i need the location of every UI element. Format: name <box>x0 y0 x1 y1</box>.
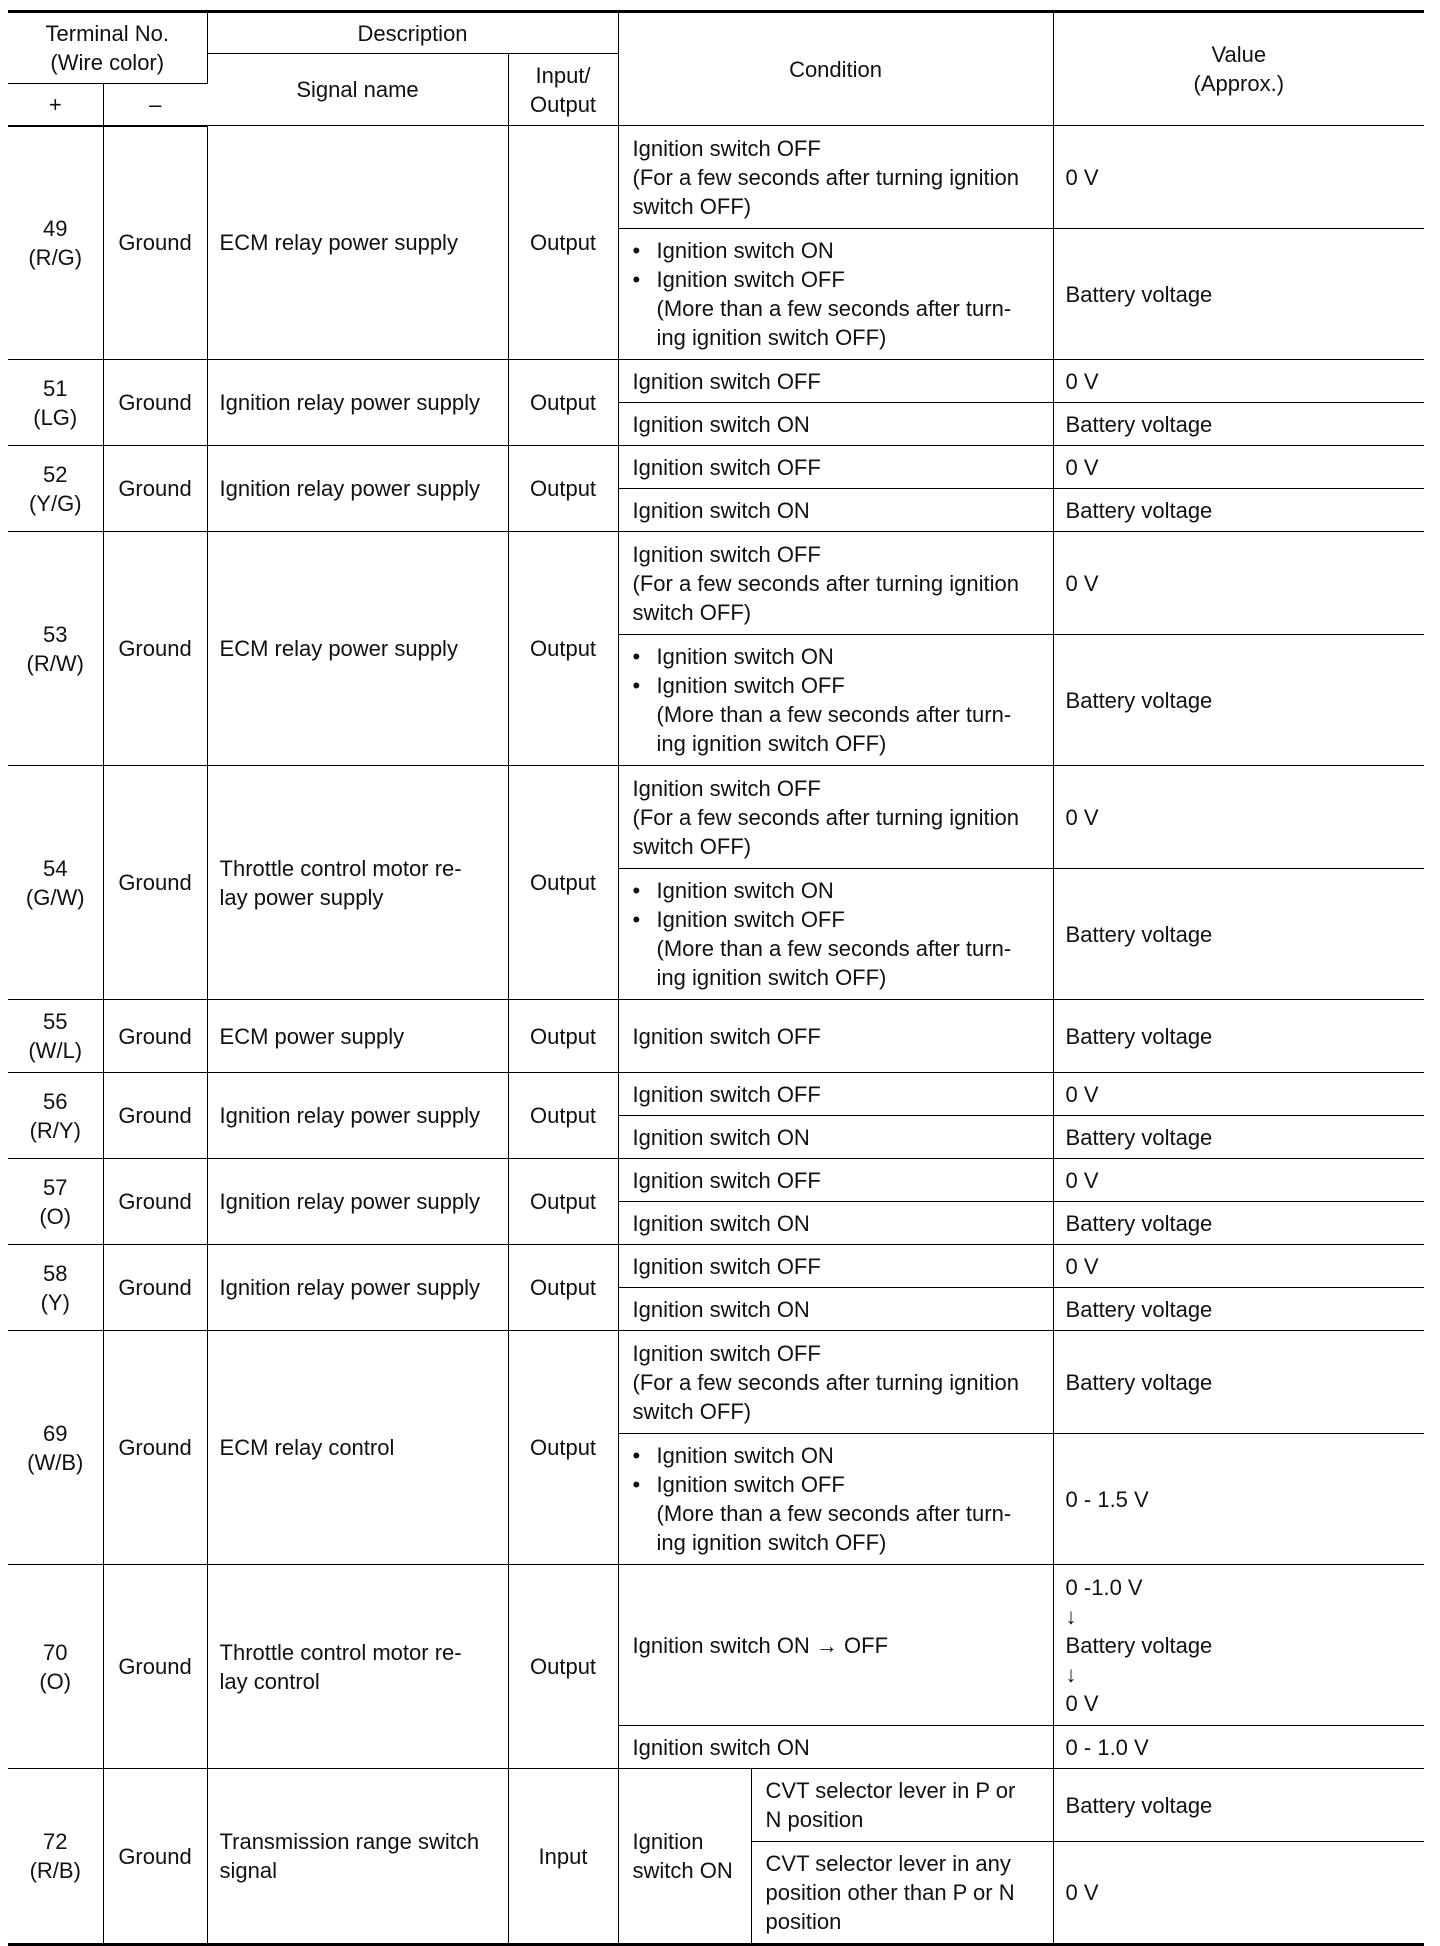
condition-cell: Ignition switch ON <box>618 1116 1053 1159</box>
terminal-cell: 56 (R/Y) <box>8 1073 103 1159</box>
signal-cell: Transmission range switch signal <box>207 1769 508 1945</box>
signal-cell: ECM relay power supply <box>207 126 508 360</box>
value-cell: Battery voltage <box>1053 1331 1424 1434</box>
description-header: Description <box>207 12 618 54</box>
terminal-cell: 51 (LG) <box>8 360 103 446</box>
terminal-table-wrapper <box>8 10 1424 1946</box>
ground-cell: Ground <box>103 1769 207 1945</box>
ground-cell: Ground <box>103 1073 207 1159</box>
value-cell: Battery voltage <box>1053 1288 1424 1331</box>
value-cell: Battery voltage <box>1053 635 1424 766</box>
table-row <box>8 1159 1424 1202</box>
io-cell: Output <box>508 1000 618 1073</box>
terminal-cell: 70 (O) <box>8 1565 103 1769</box>
value-cell: 0 -1.0 V ↓ Battery voltage ↓ 0 V <box>1053 1565 1424 1726</box>
condition-cell: Ignition switch ON <box>618 403 1053 446</box>
condition-cell: • Ignition switch ON • Ignition switch OFF (More than a few seconds after turn- ing ignition switch OFF) <box>618 635 1053 766</box>
table-row <box>8 446 1424 489</box>
value-cell: Battery voltage <box>1053 1769 1424 1842</box>
value-cell: Battery voltage <box>1053 489 1424 532</box>
condition-cell: Ignition switch OFF <box>618 1073 1053 1116</box>
value-cell: 0 V <box>1053 1073 1424 1116</box>
value-cell: 0 - 1.5 V <box>1053 1434 1424 1565</box>
value-cell: 0 V <box>1053 126 1424 229</box>
condition-cell: • Ignition switch ON • Ignition switch OFF (More than a few seconds after turn- ing ignition switch OFF) <box>618 869 1053 1000</box>
terminal-cell: 72 (R/B) <box>8 1769 103 1945</box>
condition-main-cell: Ignition switch ON <box>618 1769 751 1945</box>
signal-cell: Throttle control motor re- lay control <box>207 1565 508 1769</box>
io-header: Input/ Output <box>508 54 618 126</box>
io-cell: Output <box>508 1073 618 1159</box>
terminal-cell: 49 (R/G) <box>8 126 103 360</box>
table-row <box>8 532 1424 635</box>
table-row <box>8 1000 1424 1073</box>
value-cell: Battery voltage <box>1053 1116 1424 1159</box>
terminal-header: Terminal No. (Wire color) <box>8 12 207 84</box>
condition-cell: Ignition switch OFF (For a few seconds after turning ignition switch OFF) <box>618 1331 1053 1434</box>
value-cell: 0 V <box>1053 1159 1424 1202</box>
condition-cell: Ignition switch OFF <box>618 446 1053 489</box>
table-row <box>8 126 1424 229</box>
value-cell: 0 V <box>1053 1842 1424 1945</box>
signal-cell: ECM power supply <box>207 1000 508 1073</box>
condition-cell: Ignition switch OFF (For a few seconds after turning ignition switch OFF) <box>618 126 1053 229</box>
condition-cell: Ignition switch OFF (For a few seconds after turning ignition switch OFF) <box>618 532 1053 635</box>
table-row <box>8 1073 1424 1116</box>
terminal-cell: 52 (Y/G) <box>8 446 103 532</box>
minus-header: – <box>103 84 207 126</box>
condition-cell: Ignition switch ON → OFF <box>618 1565 1053 1726</box>
value-cell: 0 V <box>1053 446 1424 489</box>
ground-cell: Ground <box>103 1159 207 1245</box>
table-row <box>8 1331 1424 1434</box>
signal-cell: ECM relay power supply <box>207 532 508 766</box>
table-row <box>8 1769 1424 1842</box>
signal-cell: Ignition relay power supply <box>207 1159 508 1245</box>
arrow-down-icon: ↓ <box>1065 1661 1077 1687</box>
signal-cell: Ignition relay power supply <box>207 446 508 532</box>
condition-cell: Ignition switch OFF <box>618 1000 1053 1073</box>
io-cell: Output <box>508 1245 618 1331</box>
io-cell: Output <box>508 1565 618 1769</box>
io-cell: Output <box>508 446 618 532</box>
terminal-cell: 54 (G/W) <box>8 766 103 1000</box>
condition-sub-cell: CVT selector lever in P or N position <box>751 1769 1053 1842</box>
value-cell: Battery voltage <box>1053 1202 1424 1245</box>
value-cell: 0 V <box>1053 532 1424 635</box>
io-cell: Output <box>508 126 618 360</box>
table-row <box>8 1245 1424 1288</box>
ground-cell: Ground <box>103 766 207 1000</box>
ground-cell: Ground <box>103 126 207 360</box>
condition-cell: Ignition switch ON <box>618 1288 1053 1331</box>
ground-cell: Ground <box>103 446 207 532</box>
value-cell: 0 V <box>1053 766 1424 869</box>
terminal-cell: 58 (Y) <box>8 1245 103 1331</box>
table-row <box>8 766 1424 869</box>
io-cell: Output <box>508 766 618 1000</box>
ground-cell: Ground <box>103 532 207 766</box>
condition-cell: Ignition switch OFF <box>618 1245 1053 1288</box>
header-row-1 <box>8 12 1424 54</box>
terminal-cell: 53 (R/W) <box>8 532 103 766</box>
value-cell: Battery voltage <box>1053 869 1424 1000</box>
io-cell: Output <box>508 1159 618 1245</box>
io-cell: Output <box>508 532 618 766</box>
condition-cell: Ignition switch ON <box>618 1726 1053 1769</box>
terminal-cell: 69 (W/B) <box>8 1331 103 1565</box>
condition-cell: Ignition switch ON <box>618 489 1053 532</box>
value-cell: Battery voltage <box>1053 403 1424 446</box>
io-cell: Output <box>508 360 618 446</box>
ground-cell: Ground <box>103 1565 207 1769</box>
value-cell: 0 V <box>1053 360 1424 403</box>
signal-cell: Ignition relay power supply <box>207 360 508 446</box>
condition-cell: Ignition switch OFF <box>618 360 1053 403</box>
table-row <box>8 1565 1424 1726</box>
ground-cell: Ground <box>103 1331 207 1565</box>
terminal-cell: 57 (O) <box>8 1159 103 1245</box>
condition-cell: Ignition switch OFF (For a few seconds after turning ignition switch OFF) <box>618 766 1053 869</box>
plus-header: + <box>8 84 103 126</box>
terminal-cell: 55 (W/L) <box>8 1000 103 1073</box>
ground-cell: Ground <box>103 1245 207 1331</box>
condition-cell: • Ignition switch ON • Ignition switch OFF (More than a few seconds after turn- ing ignition switch OFF) <box>618 1434 1053 1565</box>
signal-cell: Ignition relay power supply <box>207 1073 508 1159</box>
io-cell: Input <box>508 1769 618 1945</box>
condition-cell: Ignition switch ON <box>618 1202 1053 1245</box>
value-cell: 0 V <box>1053 1245 1424 1288</box>
value-header: Value (Approx.) <box>1053 12 1424 126</box>
signal-cell: ECM relay control <box>207 1331 508 1565</box>
condition-header: Condition <box>618 12 1053 126</box>
value-cell: 0 - 1.0 V <box>1053 1726 1424 1769</box>
arrow-down-icon: ↓ <box>1065 1603 1077 1629</box>
terminal-table <box>8 10 1424 1946</box>
table-row <box>8 360 1424 403</box>
ground-cell: Ground <box>103 360 207 446</box>
condition-cell: Ignition switch OFF <box>618 1159 1053 1202</box>
value-cell: Battery voltage <box>1053 1000 1424 1073</box>
ground-cell: Ground <box>103 1000 207 1073</box>
condition-cell: • Ignition switch ON • Ignition switch OFF (More than a few seconds after turn- ing ignition switch OFF) <box>618 229 1053 360</box>
signal-name-header: Signal name <box>207 54 508 126</box>
value-cell: Battery voltage <box>1053 229 1424 360</box>
signal-cell: Ignition relay power supply <box>207 1245 508 1331</box>
io-cell: Output <box>508 1331 618 1565</box>
signal-cell: Throttle control motor re- lay power supply <box>207 766 508 1000</box>
condition-sub-cell: CVT selector lever in any position other than P or N position <box>751 1842 1053 1945</box>
